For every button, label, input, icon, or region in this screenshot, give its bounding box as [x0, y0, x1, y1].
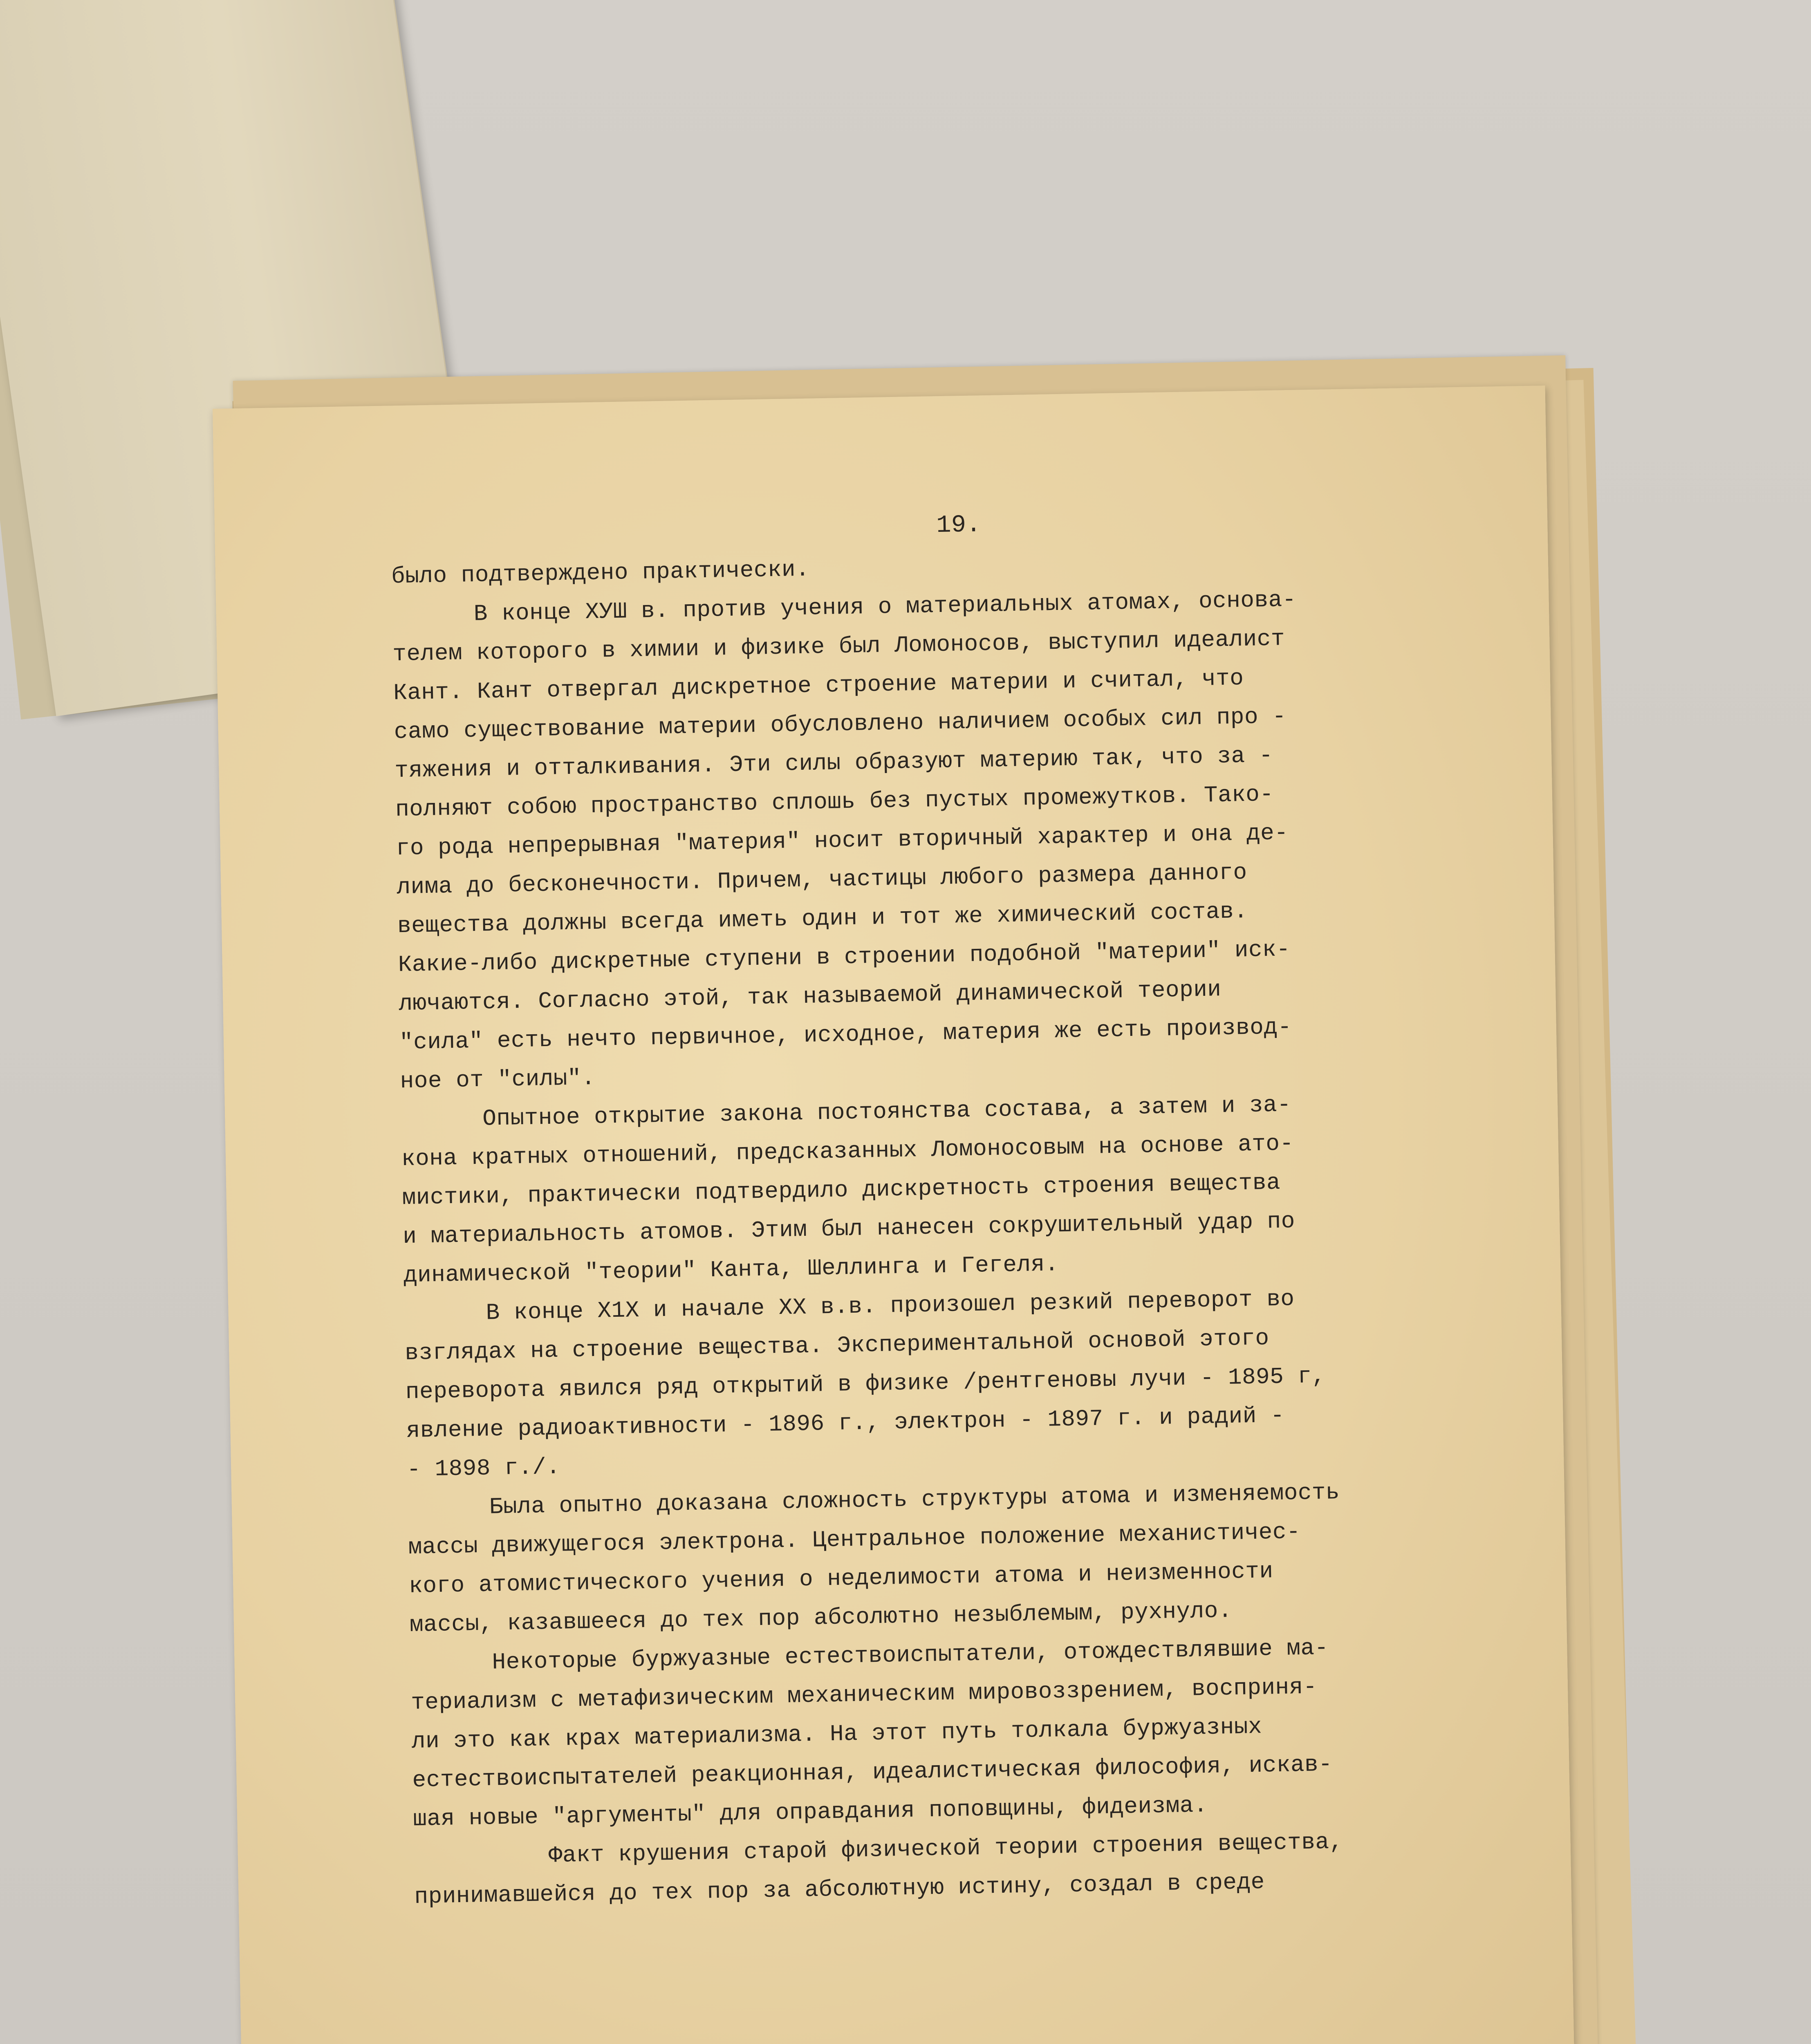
text-line: Какие-либо дискретные ступени в строении подобной "материи" иск-: [398, 936, 1291, 978]
text-line: Была опытно доказана сложность структуры атома и изменяемость: [489, 1479, 1340, 1520]
text-line: массы, казавшееся до тех пор абсолютно незыблемым, рухнуло.: [409, 1597, 1233, 1638]
text-line: Факт крушения старой физической теории строения вещества,: [548, 1829, 1344, 1869]
page-number: 19.: [936, 511, 982, 540]
text-line: В конце Х1Х и начале ХХ в.в. произошел резкий переворот во: [486, 1286, 1295, 1326]
text-line: лима до бесконечности. Причем, частицы любого размера данного: [396, 859, 1248, 901]
text-line: было подтверждено практически.: [391, 556, 810, 590]
text-line: ли это как крах материализма. На этот путь толкала буржуазных: [411, 1713, 1262, 1755]
text-line: лючаются. Согласно этой, так называемой динамической теории: [398, 976, 1222, 1017]
text-line: кого атомистического учения о неделимости атома и неизменности: [408, 1558, 1274, 1600]
text-line: го рода непрерывная "материя" носит вторичный характер и она де-: [396, 820, 1289, 862]
text-line: естествоиспытателей реакционная, идеалистическая философия, искав-: [412, 1751, 1333, 1793]
text-line: явление радиоактивности - 1896 г., электрон - 1897 г. и радий -: [406, 1402, 1285, 1444]
text-line: шая новые "аргументы" для оправдания поповщины, фидеизма.: [412, 1792, 1208, 1832]
text-line: вещества должны всегда иметь один и тот же химический состав.: [397, 898, 1248, 939]
text-line: тяжения и отталкивания. Эти силы образуют материю так, что за -: [394, 742, 1273, 784]
text-lines: [391, 538, 1518, 1916]
text-line: Опытное открытие закона постоянства состава, а затем и за-: [482, 1091, 1291, 1132]
text-line: Кант. Кант отвергал дискретное строение материи и считал, что: [393, 665, 1244, 706]
text-line: взглядах на строение вещества. Экспериментальной основой этого: [404, 1325, 1270, 1367]
page-text: [390, 497, 1518, 1916]
text-line: и материальность атомов. Этим был нанесен сокрушительный удар по: [402, 1208, 1295, 1250]
text-line: принимавшейся до тех пор за абсолютную истину, создал в среде: [414, 1869, 1265, 1910]
text-line: Некоторые буржуазные естествоиспытатели, отождествлявшие ма-: [492, 1634, 1329, 1676]
text-line: динамической "теории" Канта, Шеллинга и Гегеля.: [403, 1251, 1059, 1289]
text-line: - 1898 г./.: [406, 1454, 561, 1483]
text-line: ное от "силы".: [400, 1065, 596, 1095]
text-line: массы движущегося электрона. Центральное положение механистичес-: [408, 1518, 1301, 1561]
text-line: само существование материи обусловлено наличием особых сил про -: [394, 703, 1287, 745]
text-line: В конце ХУШ в. против учения о материальных атомах, основа-: [473, 586, 1297, 627]
text-line: кона кратных отношений, предсказанных Ломоносовым на основе ато-: [401, 1130, 1294, 1172]
text-line: териализм с метафизическим механическим мировоззрением, восприня-: [410, 1674, 1318, 1716]
text-line: переворота явился ряд открытий в физике /рентгеновы лучи - 1895 г,: [405, 1363, 1326, 1405]
text-line: "сила" есть нечто первичное, исходное, материя же есть производ-: [399, 1014, 1292, 1056]
text-line: телем которого в химии и физике был Ломоносов, выступил идеалист: [392, 625, 1285, 668]
typewritten-page: [213, 385, 1575, 2044]
text-line: мистики, практически подтвердило дискретность строения вещества: [402, 1169, 1281, 1211]
text-line: полняют собою пространство сплошь без пустых промежутков. Тако-: [395, 781, 1274, 823]
